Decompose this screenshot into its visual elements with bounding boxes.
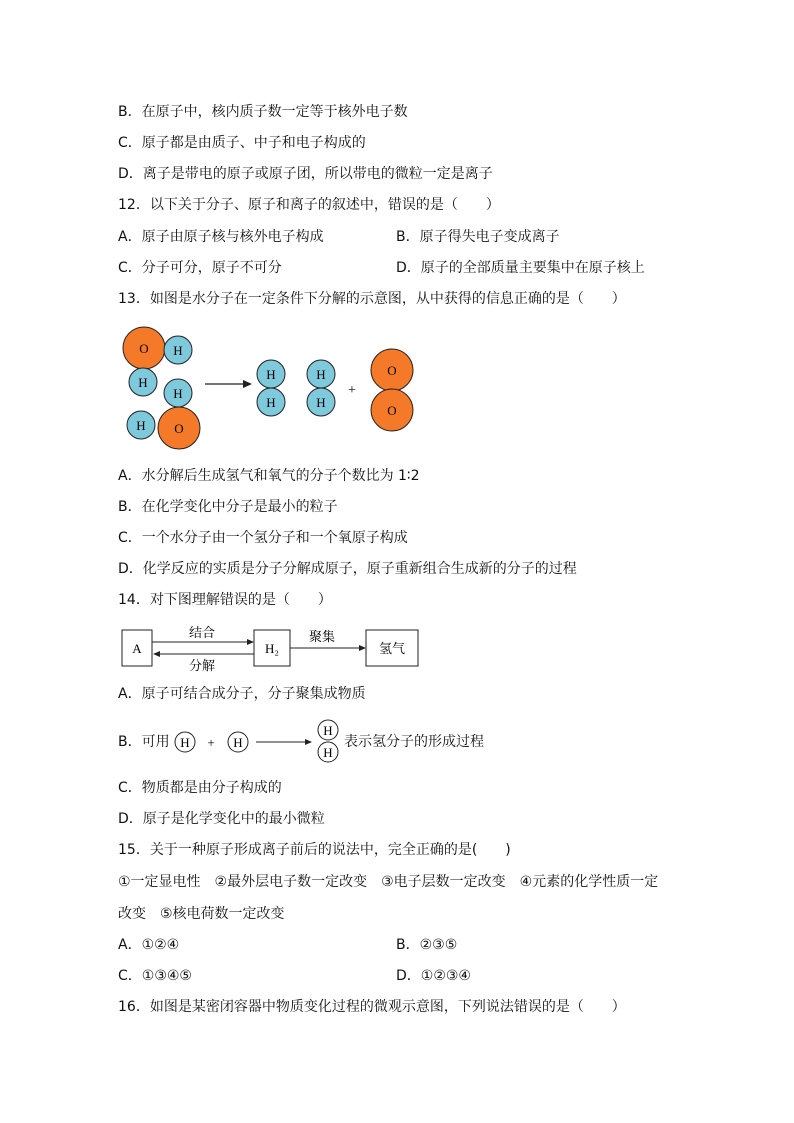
atom-label: H <box>138 375 148 390</box>
atom-label: O <box>387 403 397 418</box>
q14-option-b-prefix: B．可用 <box>118 734 170 750</box>
atom-label: O <box>139 341 149 356</box>
hydrogen-formation-diagram <box>172 716 347 766</box>
q15-stem: 15．关于一种原子形成离子前后的说法中，完全正确的是( ) <box>118 842 511 858</box>
plus-sign: + <box>207 735 215 750</box>
q11-option-b: B．在原子中，核内质子数一定等于核外电子数 <box>118 104 408 120</box>
atom-label: H <box>266 395 276 410</box>
h-atom-label: H <box>323 723 333 738</box>
atom-molecule-substance-diagram <box>115 620 425 672</box>
q15-option-c: C．①③④⑤ <box>118 968 192 984</box>
q15-statements-line2: 改变 ⑤核电荷数一定改变 <box>118 906 285 922</box>
box-h2-label: H₂ <box>265 641 279 656</box>
decompose-label: 分解 <box>188 659 216 672</box>
q13-option-b: B．在化学变化中分子是最小的粒子 <box>118 499 338 515</box>
atom-label: O <box>174 421 184 436</box>
q15-option-d: D．①②③④ <box>396 968 471 984</box>
q11-option-c: C．原子都是由质子、中子和电子构成的 <box>118 135 366 151</box>
h-atom-label: H <box>180 735 190 750</box>
box-hydrogen-gas-label: 氢气 <box>378 642 406 657</box>
atom-label: H <box>173 343 183 358</box>
q14-stem: 14．对下图理解错误的是（ ） <box>118 592 332 608</box>
q13-stem: 13．如图是水分子在一定条件下分解的示意图，从中获得的信息正确的是（ ） <box>118 291 626 307</box>
water-decomposition-diagram <box>115 318 425 458</box>
aggregate-label: 聚集 <box>308 630 336 645</box>
q14-option-b-suffix: 表示氢分子的形成过程 <box>344 734 484 750</box>
q12-stem: 12．以下关于分子、原子和离子的叙述中，错误的是（ ） <box>118 197 500 213</box>
atom-label: H <box>173 386 183 401</box>
q15-option-b: B．②③⑤ <box>396 937 458 953</box>
box-a-label: A <box>132 641 142 656</box>
q15-option-a: A．①②④ <box>118 937 180 953</box>
q16-stem: 16．如图是某密闭容器中物质变化过程的微观示意图，下列说法错误的是（ ） <box>118 999 626 1015</box>
q11-option-d: D．离子是带电的原子或原子团，所以带电的微粒一定是离子 <box>118 166 493 182</box>
q12-option-a: A．原子由原子核与核外电子构成 <box>118 229 324 245</box>
atom-label: H <box>316 367 326 382</box>
q12-option-b: B．原子得失电子变成离子 <box>396 229 560 245</box>
h-atom-label: H <box>323 745 333 760</box>
q13-option-a: A．水分解后生成氢气和氧气的分子个数比为 1∶2 <box>118 468 420 484</box>
atom-label: H <box>266 367 276 382</box>
atom-label: O <box>387 363 397 378</box>
atom-label: H <box>316 395 326 410</box>
q13-option-d: D．化学反应的实质是分子分解成原子，原子重新组合生成新的分子的过程 <box>118 561 577 577</box>
q14-option-a: A．原子可结合成分子，分子聚集成物质 <box>118 686 366 702</box>
h-atom-label: H <box>233 735 243 750</box>
q15-statements-line1: ①一定显电性 ②最外层电子数一定改变 ③电子层数一定改变 ④元素的化学性质一定 <box>118 874 659 890</box>
q12-option-c: C．分子可分，原子不可分 <box>118 260 282 276</box>
q14-option-d: D．原子是化学变化中的最小微粒 <box>118 811 325 827</box>
combine-label: 结合 <box>188 626 216 641</box>
atom-label: H <box>136 418 146 433</box>
plus-sign: + <box>348 383 356 398</box>
q13-option-c: C．一个水分子由一个氢分子和一个氧原子构成 <box>118 530 408 546</box>
q12-option-d: D．原子的全部质量主要集中在原子核上 <box>396 260 645 276</box>
q14-option-c: C．物质都是由分子构成的 <box>118 780 282 796</box>
